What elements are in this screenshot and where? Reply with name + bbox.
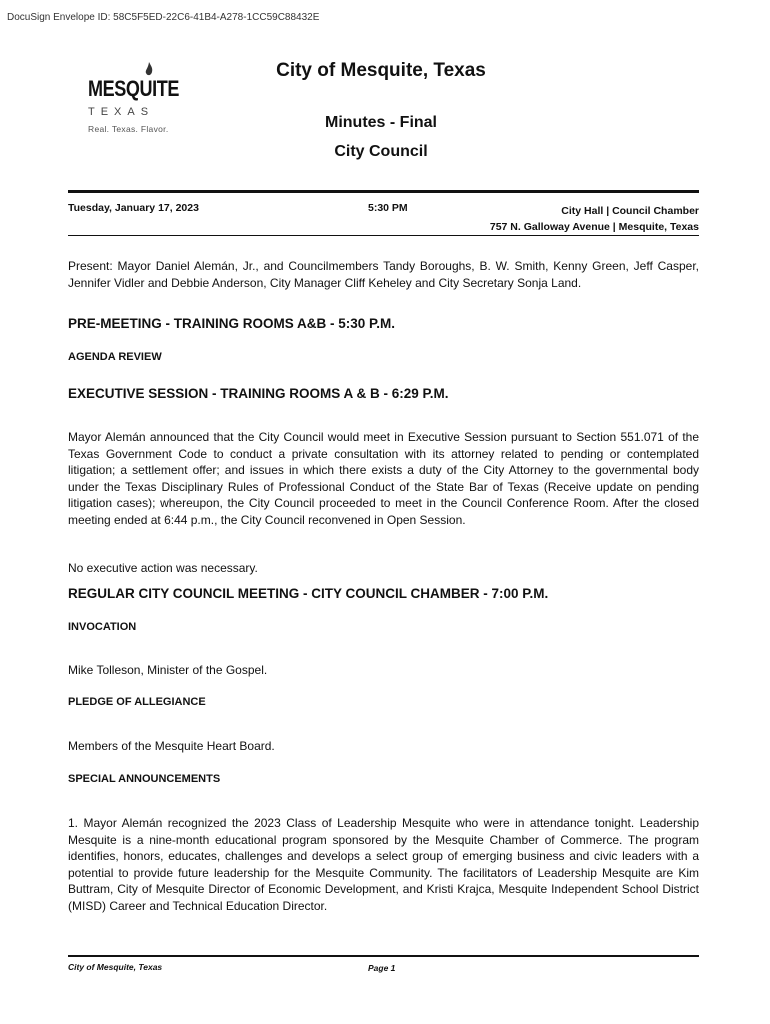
document-header <box>250 58 512 160</box>
footer-rule <box>68 955 699 957</box>
no-action-paragraph: No executive action was necessary. <box>68 561 258 575</box>
logo-wordmark: MESQUITE <box>88 76 179 101</box>
meeting-location-line2: 757 N. Galloway Avenue | Mesquite, Texas <box>489 221 699 233</box>
executive-session-paragraph: Mayor Alemán announced that the City Council would meet in Executive Session pursuant to Section 551.071 of the Texas Government Code to conduct a private consultation with its attorney related to pending or contemplated litigation; a settlement offer; and issues in which there exists a duty of the City Attorney to the governmental body under the Texas Disciplinary Rules of Professional Conduct of the State Bar of Texas (Receive update on pending litigation cases); whereupon, the City Council proceeded to meet in the Council Conference Room. After the closed meeting ended at 6:44 p.m., the City Council reconvened in Open Session. <box>68 430 699 527</box>
docusign-envelope-id: DocuSign Envelope ID: 58C5F5ED-22C6-41B4-A278-1CC59C88432E <box>7 12 320 23</box>
invocation-paragraph: Mike Tolleson, Minister of the Gospel. <box>68 663 268 677</box>
meeting-date: Tuesday, January 17, 2023 <box>68 202 199 214</box>
premeeting-heading: PRE-MEETING - TRAINING ROOMS A&B - 5:30 P.M. <box>68 316 396 331</box>
executive-session-heading: EXECUTIVE SESSION - TRAINING ROOMS A & B - 6:29 P.M. <box>68 386 449 401</box>
pledge-paragraph: Members of the Mesquite Heart Board. <box>68 739 275 753</box>
special-announcements-heading: SPECIAL ANNOUNCEMENTS <box>68 773 221 785</box>
document-type: Minutes - Final <box>325 114 437 131</box>
city-title: City of Mesquite, Texas <box>276 60 486 81</box>
footer-page-number: Page 1 <box>368 963 396 973</box>
governing-body: City Council <box>334 143 428 160</box>
meeting-time: 5:30 PM <box>368 202 408 214</box>
invocation-heading: INVOCATION <box>68 621 137 633</box>
agenda-review-heading: AGENDA REVIEW <box>68 351 162 363</box>
header-bottom-rule <box>68 235 699 236</box>
footer-city: City of Mesquite, Texas <box>68 962 163 972</box>
logo-state: TEXAS <box>88 106 155 118</box>
attendance-paragraph: Present: Mayor Daniel Alemán, Jr., and Councilmembers Tandy Boroughs, B. W. Smith, Kenny Green, Jeff Casper, Jennifer Vidler and Debbie Anderson, City Manager Cliff Keheley and City Secretary Sonja Land. <box>68 259 699 290</box>
regular-meeting-heading: REGULAR CITY COUNCIL MEETING - CITY COUNCIL CHAMBER - 7:00 P.M. <box>68 586 549 601</box>
logo-tagline: Real. Texas. Flavor. <box>88 124 169 134</box>
special-announcements-paragraph: 1. Mayor Alemán recognized the 2023 Class of Leadership Mesquite who were in attendance tonight. Leadership Mesquite is a nine-month educational program sponsored by the Mesquite Chamber of Commerce. The program identifies, honors, educates, challenges and develops a select group of emerging business and civic leaders with a potential to provide future leadership for the Mesquite Community. The facilitators of Leadership Mesquite are Kim Buttram, City of Mesquite Director of Economic Development, and Kristi Krajca, Mesquite Independent School District (MISD) Career and Technical Education Director. <box>68 816 699 913</box>
pledge-heading: PLEDGE OF ALLEGIANCE <box>68 696 206 708</box>
meeting-location-line1: City Hall | Council Chamber <box>561 205 699 217</box>
mesquite-logo <box>86 58 179 142</box>
header-top-rule <box>68 190 699 193</box>
